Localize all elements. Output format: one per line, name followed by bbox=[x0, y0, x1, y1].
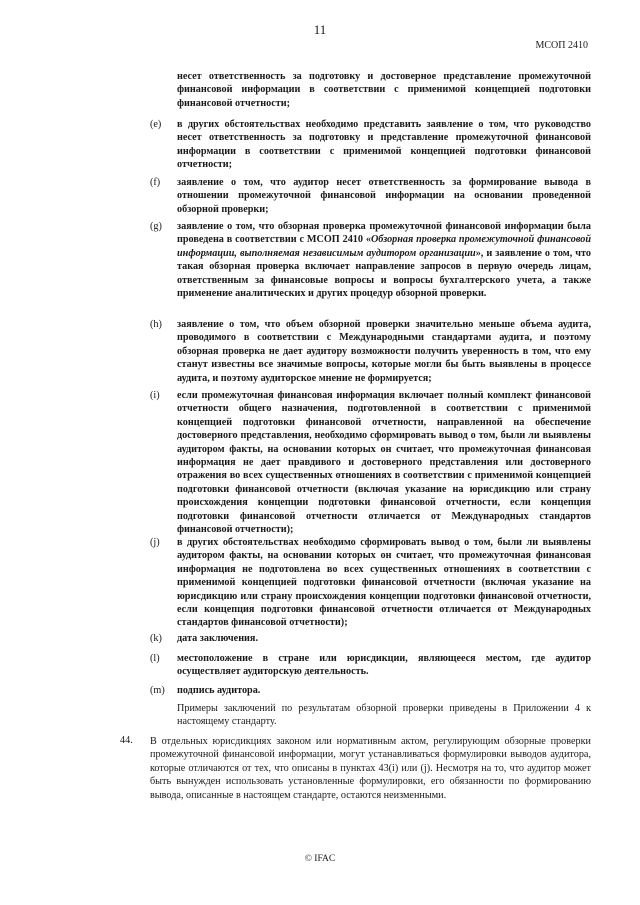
list-item-text: в других обстоятельствах необходимо сформировать вывод о том, были ли выявлены аудитором факты, на основании которых он считает, что промежуточная финансовая информация не подготовлена во всех существенных отношениях в соответствии с применимой концепцией подготовки финансовой отчетности (включая указание на юрисдикцию или страну происхождения концепции подготовки финансовой отчетности, если концепция подготовки финансовой отчетности отличается от Международных стандартов финансовой отчетности); bbox=[177, 537, 591, 629]
list-item-label: (h) bbox=[150, 319, 162, 330]
list-item-label: (f) bbox=[150, 177, 161, 188]
page-number: 11 bbox=[313, 22, 327, 37]
list-item-label: (k) bbox=[150, 633, 162, 644]
list-item-i bbox=[150, 389, 591, 536]
list-item-l bbox=[150, 652, 591, 679]
paragraph-number: 44. bbox=[120, 735, 133, 746]
list-item-text: местоположение в стране или юрисдикции, являющееся местом, где аудитор осуществляет аудиторскую деятельность. bbox=[177, 653, 591, 678]
paragraph-text: В отдельных юрисдикциях законом или нормативным актом, регулирующим обзорные проверки промежуточной финансовой информации, могут устанавливаться формулировки выводов аудитора, которые отличаются от тех, что описаны в пунктах 43(i) или (j). Несмотря на то, что аудитор может быть вынужден использовать установленные формулировки, его обязанности по формированию вывода, описанные в настоящем стандарте, остаются неизменными. bbox=[150, 736, 591, 801]
top-paragraph: несет ответственность за подготовку и достоверное представление промежуточной финансовой информации в соответствии с применимой концепцией подготовки финансовой отчетности; bbox=[177, 71, 591, 109]
list-item-text bbox=[177, 220, 591, 300]
copyright-footer: © IFAC bbox=[304, 854, 336, 864]
list-item-text: в других обстоятельствах необходимо представить заявление о том, что руководство несет ответственность за подготовку и представление промежуточной финансовой информации в соответствии с применимой концепцией подготовки финансовой отчетности; bbox=[177, 119, 591, 171]
list-item-g bbox=[150, 220, 591, 300]
list-item-label: (j) bbox=[150, 537, 160, 548]
list-item-f bbox=[150, 176, 591, 216]
list-item-text: подпись аудитора. bbox=[177, 685, 261, 696]
examples-note: Примеры заключений по результатам обзорной проверки приведены в Приложении 4 к настоящему стандарту. bbox=[177, 703, 591, 728]
list-item-label: (g) bbox=[150, 221, 162, 232]
list-item-label: (m) bbox=[150, 685, 165, 696]
list-item-label: (e) bbox=[150, 119, 162, 130]
list-item-e bbox=[150, 118, 591, 172]
list-item-label: (i) bbox=[150, 390, 160, 401]
document-code: МСОП 2410 bbox=[535, 40, 588, 51]
list-item-text: дата заключения. bbox=[177, 633, 258, 644]
list-item-k bbox=[150, 632, 591, 645]
list-item-m bbox=[150, 684, 591, 697]
list-item-text-end: », и заявление о том, что такая обзорная проверка включает направление запросов в первую очередь лицам, ответственным за финансовые вопросы и вопросы бухгалтерского учета, а также применение аналитических и других процедур обзорной проверки. bbox=[177, 247, 592, 300]
list-item-text: заявление о том, что аудитор несет ответственность за формирование вывода в отношении промежуточной финансовой информации на основании проведенной обзорной проверки; bbox=[177, 177, 591, 215]
standard-title: Обзорная проверка промежуточной финансовой информации, выполняемая независимым аудитором организации bbox=[177, 234, 591, 259]
list-item-text: если промежуточная финансовая информация включает полный комплект финансовой отчетности общего назначения, подготовленной в соответствии с применимой концепцией подготовки финансовой отчетности, направленной на обеспечение достоверного представления, необходимо сформировать вывод о том, были ли выявлены аудитором факты, на основании которых он считает, что промежуточная финансовая информация не дает правдивого и достоверного представления или достоверного отражения во всех существенных отношениях в соответствии с применимой концепцией подготовки финансовой отчетности (включая указание на юрисдикцию или страну происхождения концепции подготовки финансовой отчетности, если концепция подготовки финансовой отчетности отличается от Международных стандартов финансовой отчетности); bbox=[177, 390, 591, 536]
list-item-label: (l) bbox=[150, 653, 160, 664]
list-item-j bbox=[150, 536, 591, 630]
list-item-text-start: заявление о том, что обзорная проверка промежуточной финансовой информации была проведена в соответствии с МСОП 2410 « bbox=[177, 221, 591, 246]
list-item-h bbox=[150, 318, 591, 385]
list-item-text: заявление о том, что объем обзорной проверки значительно меньше объема аудита, проводимого в соответствии с Международными стандартами аудита, и поэтому обзорная проверка не дает аудитору возможности получить уверенность в том, что ему станут известны все значимые вопросы, которые могли бы быть выявлены в процессе аудита, и поэтому аудиторское мнение не формируется; bbox=[177, 319, 591, 384]
